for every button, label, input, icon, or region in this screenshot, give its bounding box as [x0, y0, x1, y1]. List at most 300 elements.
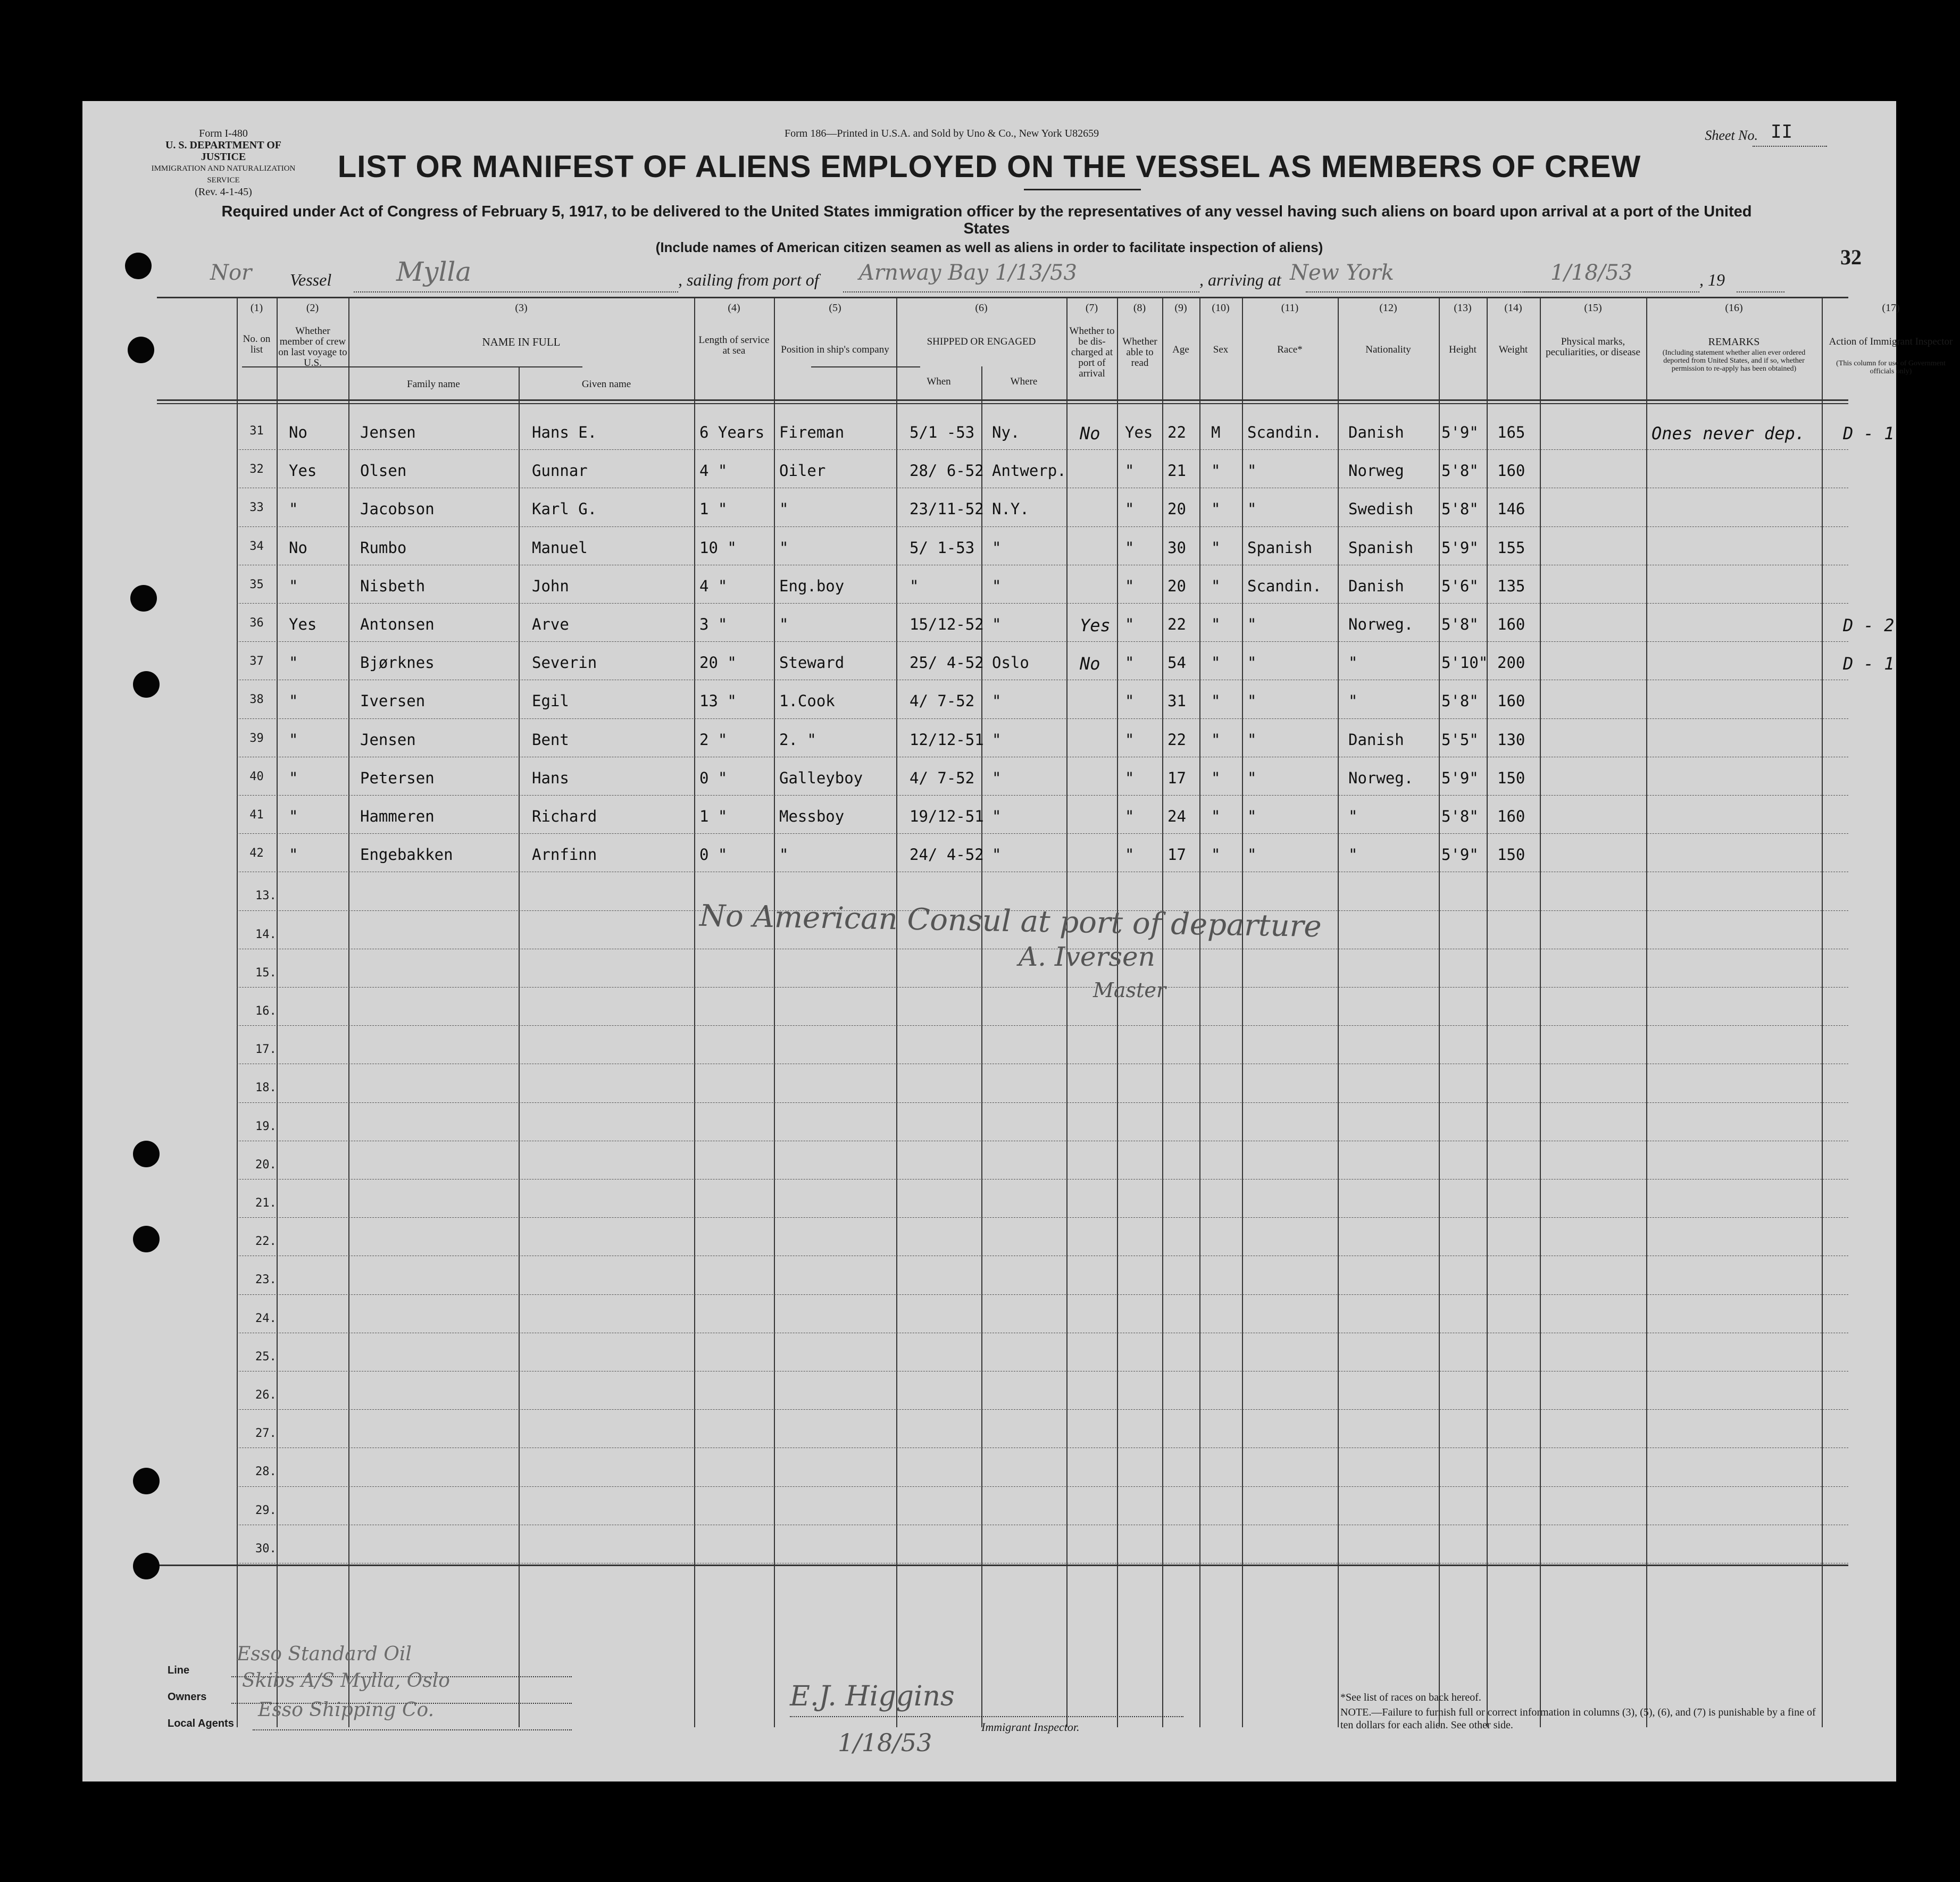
- master-title: Master: [1093, 978, 1166, 1002]
- row-number: 40: [249, 769, 264, 783]
- race-cell: ": [1247, 615, 1257, 633]
- col-header-action-note: (This column for use of Government officials only): [1836, 359, 1946, 375]
- row-rule: [237, 871, 1848, 872]
- col-num-1: (1): [250, 302, 263, 314]
- weight-cell: 150: [1497, 768, 1525, 787]
- col-header-race: Race*: [1277, 344, 1303, 355]
- empty-row-number: 26.: [255, 1389, 277, 1402]
- empty-row-number: 27.: [255, 1427, 277, 1441]
- position-cell: Messboy: [779, 807, 845, 825]
- height-cell: 5'9": [1441, 846, 1479, 864]
- action-cell: D - 2: [1843, 615, 1895, 635]
- empty-row-number: 16.: [255, 1005, 277, 1018]
- nationality-cell: Danish: [1348, 423, 1404, 441]
- nationality-cell: ": [1348, 692, 1358, 710]
- shipped-when-cell: 4/ 7-52: [910, 692, 975, 710]
- position-cell: 2. ": [779, 730, 816, 749]
- given-name-cell: Severin: [532, 654, 597, 672]
- given-name-cell: Manuel: [532, 538, 588, 557]
- row-rule: [237, 1524, 1848, 1525]
- page-title: LIST OR MANIFEST OF ALIENS EMPLOYED ON THE VESSEL AS MEMBERS OF CREW: [337, 149, 1641, 184]
- sailing-port: Arnway Bay 1/13/53: [859, 261, 1077, 285]
- weight-cell: 155: [1497, 538, 1525, 557]
- inspector-label: Immigrant Inspector.: [981, 1720, 1080, 1734]
- col-num-6: (6): [975, 302, 988, 314]
- col-header-no: No. on list: [243, 333, 271, 355]
- sex-cell: ": [1211, 500, 1221, 518]
- nationality-cell: ": [1348, 846, 1358, 864]
- row-rule: [237, 1332, 1848, 1333]
- read-cell: ": [1125, 500, 1135, 518]
- position-cell: ": [779, 846, 789, 864]
- age-cell: 24: [1167, 807, 1186, 825]
- crew-table: [157, 297, 1953, 1727]
- shipped-where-cell: Antwerp.: [992, 462, 1066, 480]
- height-cell: 5'9": [1441, 768, 1479, 787]
- weight-cell: 146: [1497, 500, 1525, 518]
- race-cell: ": [1247, 692, 1257, 710]
- table-bottom-rule: [157, 1565, 1848, 1566]
- shipped-when-cell: 24/ 4-52: [910, 846, 984, 864]
- row-rule: [237, 1102, 1848, 1103]
- row-rule: [237, 1255, 1848, 1256]
- race-cell: ": [1247, 846, 1257, 864]
- title-rule: [1024, 189, 1141, 190]
- sex-cell: ": [1211, 538, 1221, 557]
- row-rule: [237, 1063, 1848, 1064]
- service: IMMIGRATION AND NATURALIZATION SERVICE: [151, 164, 296, 185]
- weight-cell: 150: [1497, 846, 1525, 864]
- position-cell: Eng.boy: [779, 576, 845, 595]
- shipped-when-cell: 5/1 -53: [910, 423, 975, 441]
- shipped-where-cell: ": [992, 576, 1002, 595]
- height-cell: 5'8": [1441, 692, 1479, 710]
- row-number: 37: [249, 655, 264, 668]
- empty-row-number: 24.: [255, 1311, 277, 1325]
- race-cell: Scandin.: [1247, 423, 1322, 441]
- height-cell: 5'9": [1441, 538, 1479, 557]
- empty-row-number: 25.: [255, 1350, 277, 1364]
- master-signature: A. Iversen: [1019, 941, 1155, 972]
- age-cell: 20: [1167, 500, 1186, 518]
- nationality-cell: Norweg.: [1348, 768, 1414, 787]
- punch-hole: [133, 1468, 160, 1494]
- given-name-cell: Richard: [532, 807, 597, 825]
- nationality-cell: ": [1348, 807, 1358, 825]
- family-name-cell: Jensen: [360, 423, 416, 441]
- service-cell: 6 Years: [699, 423, 765, 441]
- department: U. S. DEPARTMENT OF JUSTICE: [165, 139, 282, 163]
- given-name-cell: John: [532, 576, 569, 595]
- weight-cell: 160: [1497, 462, 1525, 480]
- age-cell: 22: [1167, 423, 1186, 441]
- col-header-weight: Weight: [1498, 344, 1528, 355]
- col-num-15: (15): [1584, 302, 1602, 314]
- empty-row-number: 23.: [255, 1273, 277, 1287]
- service-cell: 0 ": [699, 846, 728, 864]
- family-name-cell: Jacobson: [360, 500, 435, 518]
- col-header-action: Action of Immigrant Inspector: [1829, 336, 1953, 347]
- punch-hole: [133, 1553, 160, 1579]
- row-rule: [237, 641, 1848, 642]
- family-name-cell: Hammeren: [360, 807, 435, 825]
- position-cell: ": [779, 538, 789, 557]
- row-rule: [237, 1217, 1848, 1218]
- shipped-where-cell: N.Y.: [992, 500, 1029, 518]
- races-note: *See list of races on back hereof.: [1340, 1692, 1481, 1703]
- row-rule: [237, 756, 1848, 757]
- include-note: (Include names of American citizen seamen as well as aliens in order to facilitate inspection of aliens): [655, 239, 1323, 255]
- form-number: Form I-480: [199, 128, 248, 139]
- col-num-17: (17): [1882, 302, 1900, 314]
- row-number: 41: [249, 808, 264, 822]
- col-num-3: (3): [515, 302, 528, 314]
- read-cell: ": [1125, 576, 1135, 595]
- shipped-when-cell: 25/ 4-52: [910, 654, 984, 672]
- age-cell: 17: [1167, 846, 1186, 864]
- col-num-7: (7): [1085, 302, 1098, 314]
- given-name-cell: Hans E.: [532, 423, 597, 441]
- prev-voyage-cell: ": [289, 846, 298, 864]
- inspector-signature: E.J. Higgins: [790, 1680, 955, 1712]
- row-rule: [237, 1486, 1848, 1487]
- prev-voyage-cell: ": [289, 500, 298, 518]
- col-num-2: (2): [306, 302, 319, 314]
- family-name-cell: Iversen: [360, 692, 426, 710]
- prev-voyage-cell: ": [289, 730, 298, 749]
- col-header-height: Height: [1449, 344, 1477, 355]
- prev-voyage-cell: ": [289, 576, 298, 595]
- shipped-where-cell: ": [992, 730, 1002, 749]
- row-rule: [237, 1025, 1848, 1026]
- punch-hole: [130, 585, 157, 612]
- age-cell: 30: [1167, 538, 1186, 557]
- col-header-read: Whether able to read: [1122, 336, 1157, 369]
- arriving-port: New York: [1290, 261, 1394, 285]
- col-num-14: (14): [1504, 302, 1522, 314]
- weight-cell: 165: [1497, 423, 1525, 441]
- prev-voyage-cell: ": [289, 768, 298, 787]
- race-cell: Scandin.: [1247, 576, 1322, 595]
- col-num-4: (4): [728, 302, 740, 314]
- row-rule: [237, 1447, 1848, 1448]
- height-cell: 5'8": [1441, 462, 1479, 480]
- family-name-cell: Jensen: [360, 730, 416, 749]
- shipped-when-cell: ": [910, 576, 919, 595]
- empty-row-number: 30.: [255, 1542, 277, 1555]
- col-num-16: (16): [1725, 302, 1743, 314]
- vessel-name: Mylla: [396, 256, 472, 287]
- punch-hole: [125, 253, 152, 279]
- col-num-13: (13): [1454, 302, 1472, 314]
- position-cell: Steward: [779, 654, 845, 672]
- page-number: 32: [1840, 245, 1862, 269]
- sex-cell: M: [1211, 423, 1221, 441]
- prev-voyage-cell: No: [289, 538, 307, 557]
- vessel-prefix: Nor: [210, 261, 252, 285]
- given-name-cell: Gunnar: [532, 462, 588, 480]
- prev-voyage-cell: ": [289, 807, 298, 825]
- read-cell: ": [1125, 615, 1135, 633]
- col-header-service: Length of service at sea: [698, 334, 770, 356]
- age-cell: 22: [1167, 730, 1186, 749]
- service-cell: 4 ": [699, 462, 728, 480]
- sex-cell: ": [1211, 846, 1221, 864]
- row-rule: [237, 833, 1848, 834]
- given-name-cell: Arve: [532, 615, 569, 633]
- punch-hole: [133, 1226, 160, 1252]
- sheet-value: II: [1771, 121, 1792, 143]
- position-cell: Galleyboy: [779, 768, 863, 787]
- row-rule: [237, 1409, 1848, 1410]
- year-label: , 19: [1699, 270, 1725, 289]
- discharge-cell: No: [1080, 423, 1100, 444]
- sex-cell: ": [1211, 654, 1221, 672]
- read-cell: Yes: [1125, 423, 1153, 441]
- col-num-8: (8): [1133, 302, 1146, 314]
- col-header-shipped: SHIPPED OR ENGAGED: [927, 336, 1036, 347]
- height-cell: 5'9": [1441, 423, 1479, 441]
- position-cell: ": [779, 500, 789, 518]
- col-header-family-name: Family name: [407, 379, 460, 390]
- family-name-cell: Nisbeth: [360, 576, 426, 595]
- owners-label: Owners: [168, 1691, 207, 1703]
- prev-voyage-cell: ": [289, 692, 298, 710]
- empty-row-number: 28.: [255, 1465, 277, 1479]
- col-header-position: Position in ship's company: [781, 344, 889, 355]
- revision: (Rev. 4-1-45): [195, 186, 252, 198]
- row-number: 31: [249, 424, 264, 438]
- race-cell: ": [1247, 768, 1257, 787]
- empty-row-number: 17.: [255, 1043, 277, 1057]
- sex-cell: ": [1211, 768, 1221, 787]
- row-rule: [237, 526, 1848, 527]
- nationality-cell: Norweg: [1348, 462, 1404, 480]
- col-header-age: Age: [1172, 344, 1189, 355]
- family-name-cell: Engebakken: [360, 846, 453, 864]
- shipped-when-cell: 4/ 7-52: [910, 768, 975, 787]
- age-cell: 31: [1167, 692, 1186, 710]
- read-cell: ": [1125, 654, 1135, 672]
- age-cell: 22: [1167, 615, 1186, 633]
- race-cell: ": [1247, 654, 1257, 672]
- empty-row-number: 22.: [255, 1235, 277, 1249]
- service-cell: 4 ": [699, 576, 728, 595]
- discharge-cell: Yes: [1080, 615, 1111, 635]
- weight-cell: 160: [1497, 692, 1525, 710]
- col-header-discharge: Whether to be dis-charged at port of arrival: [1069, 325, 1115, 379]
- shipped-where-cell: ": [992, 615, 1002, 633]
- shipped-when-cell: 23/11-52: [910, 500, 984, 518]
- row-rule: [237, 1140, 1848, 1141]
- height-cell: 5'10": [1441, 654, 1488, 672]
- prev-voyage-cell: No: [289, 423, 307, 441]
- given-name-cell: Hans: [532, 768, 569, 787]
- col-header-when: When: [927, 376, 951, 387]
- nationality-cell: ": [1348, 654, 1358, 672]
- weight-cell: 135: [1497, 576, 1525, 595]
- col-num-10: (10): [1212, 302, 1230, 314]
- agents-label: Local Agents: [168, 1718, 234, 1729]
- nationality-cell: Danish: [1348, 730, 1404, 749]
- col-header-nationality: Nationality: [1365, 344, 1411, 355]
- row-rule: [237, 603, 1848, 604]
- weight-cell: 130: [1497, 730, 1525, 749]
- race-cell: ": [1247, 462, 1257, 480]
- row-number: 33: [249, 501, 264, 515]
- empty-row-number: 18.: [255, 1081, 277, 1095]
- col-header-given-name: Given name: [581, 379, 631, 390]
- row-rule: [237, 1562, 1848, 1563]
- empty-row-number: 14.: [255, 927, 277, 941]
- given-name-cell: Egil: [532, 692, 569, 710]
- age-cell: 54: [1167, 654, 1186, 672]
- service-cell: 10 ": [699, 538, 737, 557]
- inspector-date: 1/18/53: [838, 1728, 932, 1757]
- age-cell: 17: [1167, 768, 1186, 787]
- height-cell: 5'8": [1441, 500, 1479, 518]
- height-cell: 5'8": [1441, 615, 1479, 633]
- row-rule: [237, 564, 1848, 565]
- sex-cell: ": [1211, 807, 1221, 825]
- row-rule: [237, 794, 1848, 796]
- shipped-where-cell: ": [992, 768, 1002, 787]
- service-cell: 0 ": [699, 768, 728, 787]
- punch-hole: [133, 671, 160, 698]
- age-cell: 21: [1167, 462, 1186, 480]
- manifest-sheet: [82, 101, 1953, 1781]
- shipped-when-cell: 19/12-51: [910, 807, 984, 825]
- col-num-12: (12): [1379, 302, 1397, 314]
- position-cell: 1.Cook: [779, 692, 835, 710]
- empty-row-number: 13.: [255, 889, 277, 903]
- nationality-cell: Danish: [1348, 576, 1404, 595]
- consul-note: No American Consul at port of departure: [699, 898, 1322, 944]
- row-rule: [237, 679, 1848, 680]
- read-cell: ": [1125, 807, 1135, 825]
- sex-cell: ": [1211, 615, 1221, 633]
- empty-row-number: 21.: [255, 1197, 277, 1210]
- shipped-when-cell: 5/ 1-53: [910, 538, 975, 557]
- family-name-cell: Antonsen: [360, 615, 435, 633]
- height-cell: 5'5": [1441, 730, 1479, 749]
- read-cell: ": [1125, 768, 1135, 787]
- read-cell: ": [1125, 846, 1135, 864]
- empty-row-number: 19.: [255, 1119, 277, 1133]
- shipped-where-cell: ": [992, 807, 1002, 825]
- row-rule: [237, 1294, 1848, 1295]
- nationality-cell: Swedish: [1348, 500, 1414, 518]
- height-cell: 5'8": [1441, 807, 1479, 825]
- height-cell: 5'6": [1441, 576, 1479, 595]
- col-num-5: (5): [829, 302, 841, 314]
- given-name-cell: Bent: [532, 730, 569, 749]
- service-cell: 2 ": [699, 730, 728, 749]
- empty-row-number: 29.: [255, 1503, 277, 1517]
- shipped-when-cell: 12/12-51: [910, 730, 984, 749]
- col-header-prev-voyage: Whether member of crew on last voyage to U.S.: [278, 325, 347, 369]
- line-value: Esso Standard Oil: [237, 1643, 412, 1665]
- position-cell: Fireman: [779, 423, 845, 441]
- sailing-label: , sailing from port of: [678, 270, 819, 289]
- arrival-date: 1/18/53: [1550, 261, 1633, 285]
- row-number: 32: [249, 463, 264, 476]
- row-number: 42: [249, 847, 264, 860]
- shipped-where-cell: ": [992, 846, 1002, 864]
- row-number: 34: [249, 539, 264, 553]
- age-cell: 20: [1167, 576, 1186, 595]
- fine-note: NOTE.—Failure to furnish full or correct information in columns (3), (5), (6), and (7) is punishable by a fine of ten dollars for each alien. See other side.: [1340, 1707, 1816, 1731]
- col-num-11: (11): [1281, 302, 1299, 314]
- sex-cell: ": [1211, 462, 1221, 480]
- col-num-9: (9): [1174, 302, 1187, 314]
- row-rule: [237, 1370, 1848, 1371]
- col-header-where: Where: [1010, 376, 1038, 387]
- col-header-remarks: REMARKS: [1708, 336, 1760, 348]
- arriving-label: , arriving at: [1199, 270, 1281, 289]
- punch-hole: [133, 1141, 160, 1167]
- position-cell: Oiler: [779, 462, 826, 480]
- service-cell: 1 ": [699, 807, 728, 825]
- col-header-physical: Physical marks, peculiarities, or disease: [1546, 336, 1640, 358]
- race-cell: ": [1247, 730, 1257, 749]
- shipped-when-cell: 28/ 6-52: [910, 462, 984, 480]
- agents-value: Esso Shipping Co.: [258, 1699, 435, 1721]
- action-cell: D - 1: [1843, 654, 1895, 674]
- family-name-cell: Rumbo: [360, 538, 407, 557]
- sex-cell: ": [1211, 692, 1221, 710]
- col-header-name: NAME IN FULL: [482, 336, 561, 348]
- read-cell: ": [1125, 538, 1135, 557]
- prev-voyage-cell: ": [289, 654, 298, 672]
- family-name-cell: Olsen: [360, 462, 407, 480]
- row-number: 39: [249, 731, 264, 745]
- sheet-label: Sheet No.: [1705, 128, 1758, 143]
- shipped-where-cell: ": [992, 692, 1002, 710]
- sex-cell: ": [1211, 576, 1221, 595]
- empty-row-number: 15.: [255, 966, 277, 980]
- family-name-cell: Petersen: [360, 768, 435, 787]
- row-number: 35: [249, 578, 264, 591]
- shipped-where-cell: ": [992, 538, 1002, 557]
- given-name-cell: Arnfinn: [532, 846, 597, 864]
- discharge-cell: No: [1080, 654, 1100, 674]
- col-header-remarks-note: (Including statement whether alien ever ordered deported from United States, and if so, whether permission to re-apply has been obtained): [1662, 349, 1806, 373]
- service-cell: 13 ": [699, 692, 737, 710]
- row-rule: [237, 986, 1848, 988]
- owners-value: Skibs A/S Mylla, Oslo: [242, 1670, 450, 1692]
- shipped-when-cell: 15/12-52: [910, 615, 984, 633]
- nationality-cell: Spanish: [1348, 538, 1414, 557]
- action-cell: D - 1: [1843, 423, 1895, 444]
- vessel-label: Vessel: [290, 270, 332, 289]
- subtitle: Required under Act of Congress of February 5, 1917, to be delivered to the United States immigration officer by the representatives of any vessel having such aliens on board upon arrival at a port of the United States: [221, 203, 1752, 237]
- read-cell: ": [1125, 730, 1135, 749]
- line-label: Line: [168, 1664, 190, 1676]
- prev-voyage-cell: Yes: [289, 615, 317, 633]
- row-rule: [237, 1178, 1848, 1180]
- vessel-line: [146, 256, 1769, 292]
- shipped-where-cell: Oslo: [992, 654, 1029, 672]
- service-cell: 3 ": [699, 615, 728, 633]
- family-name-cell: Bjørknes: [360, 654, 435, 672]
- position-cell: ": [779, 615, 789, 633]
- row-number: 36: [249, 616, 264, 630]
- punch-hole: [128, 337, 154, 363]
- empty-row-number: 20.: [255, 1158, 277, 1172]
- weight-cell: 160: [1497, 615, 1525, 633]
- race-cell: Spanish: [1247, 538, 1313, 557]
